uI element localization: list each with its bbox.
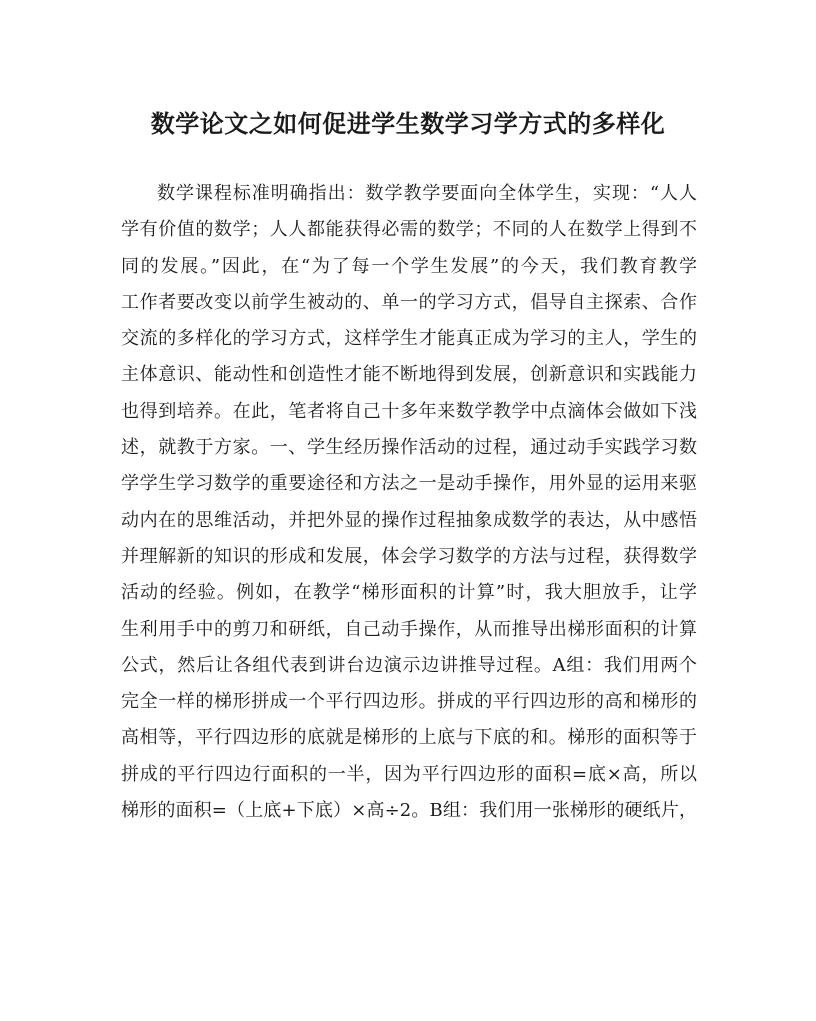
document-title: 数学论文之如何促进学生数学习学方式的多样化	[150, 109, 666, 138]
paragraph-line: 并理解新的知识的形成和发展，体会学习数学的方法与过程，获得数学	[121, 545, 697, 567]
paragraph-line: 工作者要改变以前学生被动的、单一的学习方式，倡导自主探索、合作	[121, 291, 697, 313]
paragraph-line: 学学生学习数学的重要途径和方法之一是动手操作，用外显的运用来驱	[121, 473, 697, 495]
paragraph-line: 述，就教于方家。一、学生经历操作活动的过程，通过动手实践学习数	[121, 437, 697, 459]
paragraph-line: 交流的多样化的学习方式，这样学生才能真正成为学习的主人，学生的	[121, 328, 697, 350]
paragraph-line: 公式，然后让各组代表到讲台边演示边讲推导过程。A组：我们用两个	[121, 654, 697, 676]
paragraph-line: 拼成的平行四边行面积的一半，因为平行四边形的面积=底×高，所以	[121, 763, 697, 785]
paragraph-line: 高相等，平行四边形的底就是梯形的上底与下底的和。梯形的面积等于	[121, 727, 697, 749]
paragraph-line: 数学课程标准明确指出：数学教学要面向全体学生，实现：“人人	[157, 183, 697, 204]
paragraph-line: 同的发展。”因此，在“为了每一个学生发展”的今天，我们教育教学	[121, 255, 697, 277]
paragraph-line: 学有价值的数学；人人都能获得必需的数学；不同的人在数学上得到不	[121, 219, 697, 241]
paragraph-line: 梯形的面积=（上底+下底）×高÷2。B组：我们用一张梯形的硬纸片，	[121, 800, 697, 822]
document-body	[121, 176, 697, 829]
paragraph-line: 完全一样的梯形拼成一个平行四边形。拼成的平行四边形的高和梯形的	[121, 691, 697, 713]
paragraph-line: 动内在的思维活动，并把外显的操作过程抽象成数学的表达，从中感悟	[121, 509, 697, 531]
paragraph-line: 主体意识、能动性和创造性才能不断地得到发展，创新意识和实践能力	[121, 364, 697, 386]
paragraph-line: 生利用手中的剪刀和研纸，自己动手操作，从而推导出梯形面积的计算	[121, 618, 697, 640]
paragraph-line: 也得到培养。在此，笔者将自己十多年来数学教学中点滴体会做如下浅	[121, 400, 697, 422]
paragraph-line: 活动的经验。例如，在教学“梯形面积的计算”时，我大胆放手，让学	[121, 582, 697, 604]
